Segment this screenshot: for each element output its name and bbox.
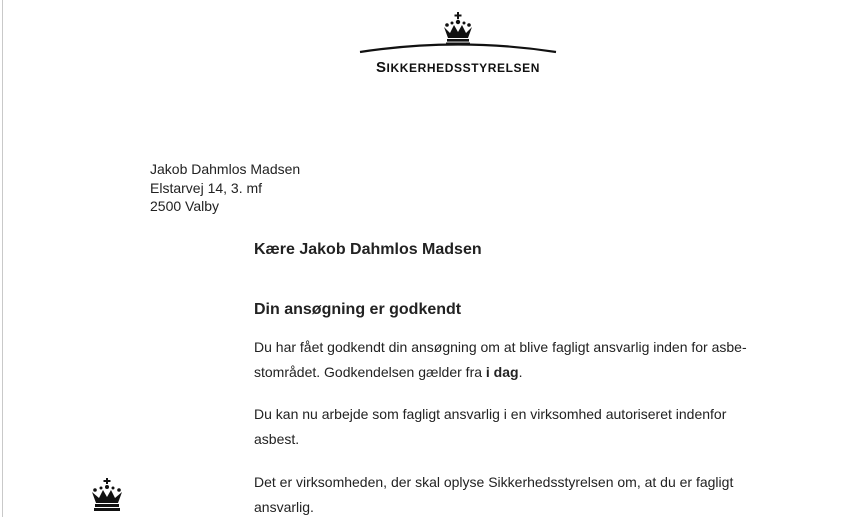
agency-name: SIKKERHEDSSTYRELSEN [375, 59, 541, 76]
recipient-name: Jakob Dahmlos Madsen [150, 161, 301, 177]
paragraph-line: Du kan nu arbejde som fagligt ansvarlig i en virksomhed autoriseret indenfor [254, 406, 727, 422]
paragraph-permission [254, 402, 784, 452]
recipient-city: 2500 Valby [150, 198, 220, 214]
paragraph-approval [254, 335, 784, 385]
crown-icon [90, 478, 124, 514]
paragraph-line: stområdet. Godkendelsen gælder fra i dag. [254, 364, 523, 380]
recipient-address [150, 160, 300, 216]
crown-icon [355, 12, 561, 56]
paragraph-line: Du har fået godkendt din ansøgning om at blive fagligt ansvarlig inden for asbe- [254, 339, 747, 355]
recipient-street: Elstarvej 14, 3. mf [150, 179, 263, 196]
letter-greeting: Kære Jakob Dahmlos Madsen [254, 241, 482, 258]
valid-from-date: i dag [485, 364, 519, 380]
paragraph-line: ansvarlig. [254, 499, 314, 515]
letter-heading: Din ansøgning er godkendt [254, 301, 462, 318]
paragraph-line: Det er virksomheden, der skal oplyse Sikkerhedsstyrelsen om, at du er fagligt [254, 474, 734, 490]
paragraph-company-notice [254, 470, 784, 520]
agency-logo [355, 12, 561, 78]
page-edge [2, 0, 3, 517]
paragraph-line: asbest. [254, 431, 300, 447]
